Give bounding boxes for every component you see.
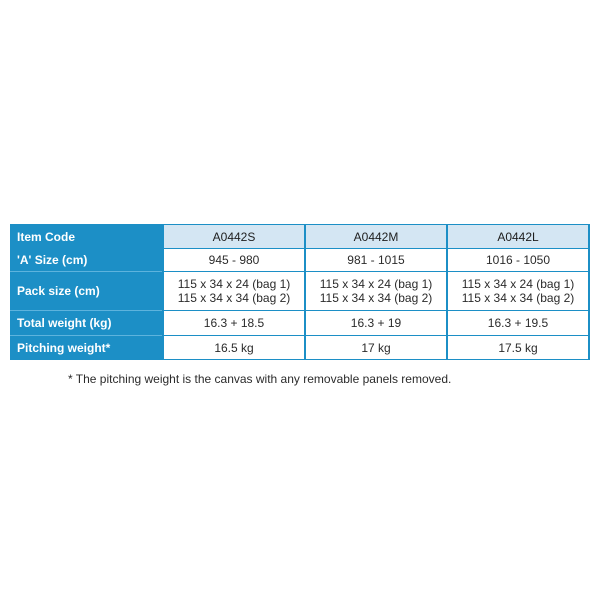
pitching-weight-small: 16.5 kg: [162, 336, 304, 360]
pitching-weight-label: Pitching weight*: [10, 336, 162, 360]
pack-size-bag1: 115 x 34 x 24 (bag 1): [319, 277, 433, 291]
item-code-label: Item Code: [10, 224, 162, 249]
total-weight-small: 16.3 + 18.5: [162, 311, 304, 336]
total-weight-large: 16.3 + 19.5: [446, 311, 590, 336]
footnote: * The pitching weight is the canvas with any removable panels removed.: [68, 372, 452, 386]
table-row: [10, 249, 590, 272]
spec-table: [10, 224, 590, 360]
pack-size-bag2: 115 x 34 x 34 (bag 2): [177, 291, 291, 305]
total-weight-label: Total weight (kg): [10, 311, 162, 336]
table-row: [10, 272, 590, 311]
pack-size-medium: [304, 272, 446, 311]
pack-size-bag1: 115 x 34 x 24 (bag 1): [461, 277, 575, 291]
pack-size-label: Pack size (cm): [10, 272, 162, 311]
table-row: [10, 311, 590, 336]
a-size-large: 1016 - 1050: [446, 249, 590, 272]
a-size-medium: 981 - 1015: [304, 249, 446, 272]
table-row: [10, 336, 590, 360]
pack-size-small: [162, 272, 304, 311]
pitching-weight-large: 17.5 kg: [446, 336, 590, 360]
pack-size-bag2: 115 x 34 x 34 (bag 2): [461, 291, 575, 305]
a-size-label: 'A' Size (cm): [10, 249, 162, 272]
model-code-medium: A0442M: [304, 224, 446, 249]
a-size-small: 945 - 980: [162, 249, 304, 272]
total-weight-medium: 16.3 + 19: [304, 311, 446, 336]
model-code-large: A0442L: [446, 224, 590, 249]
table-header-row: [10, 224, 590, 249]
pack-size-large: [446, 272, 590, 311]
pack-size-bag1: 115 x 34 x 24 (bag 1): [177, 277, 291, 291]
pitching-weight-medium: 17 kg: [304, 336, 446, 360]
pack-size-bag2: 115 x 34 x 34 (bag 2): [319, 291, 433, 305]
model-code-small: A0442S: [162, 224, 304, 249]
